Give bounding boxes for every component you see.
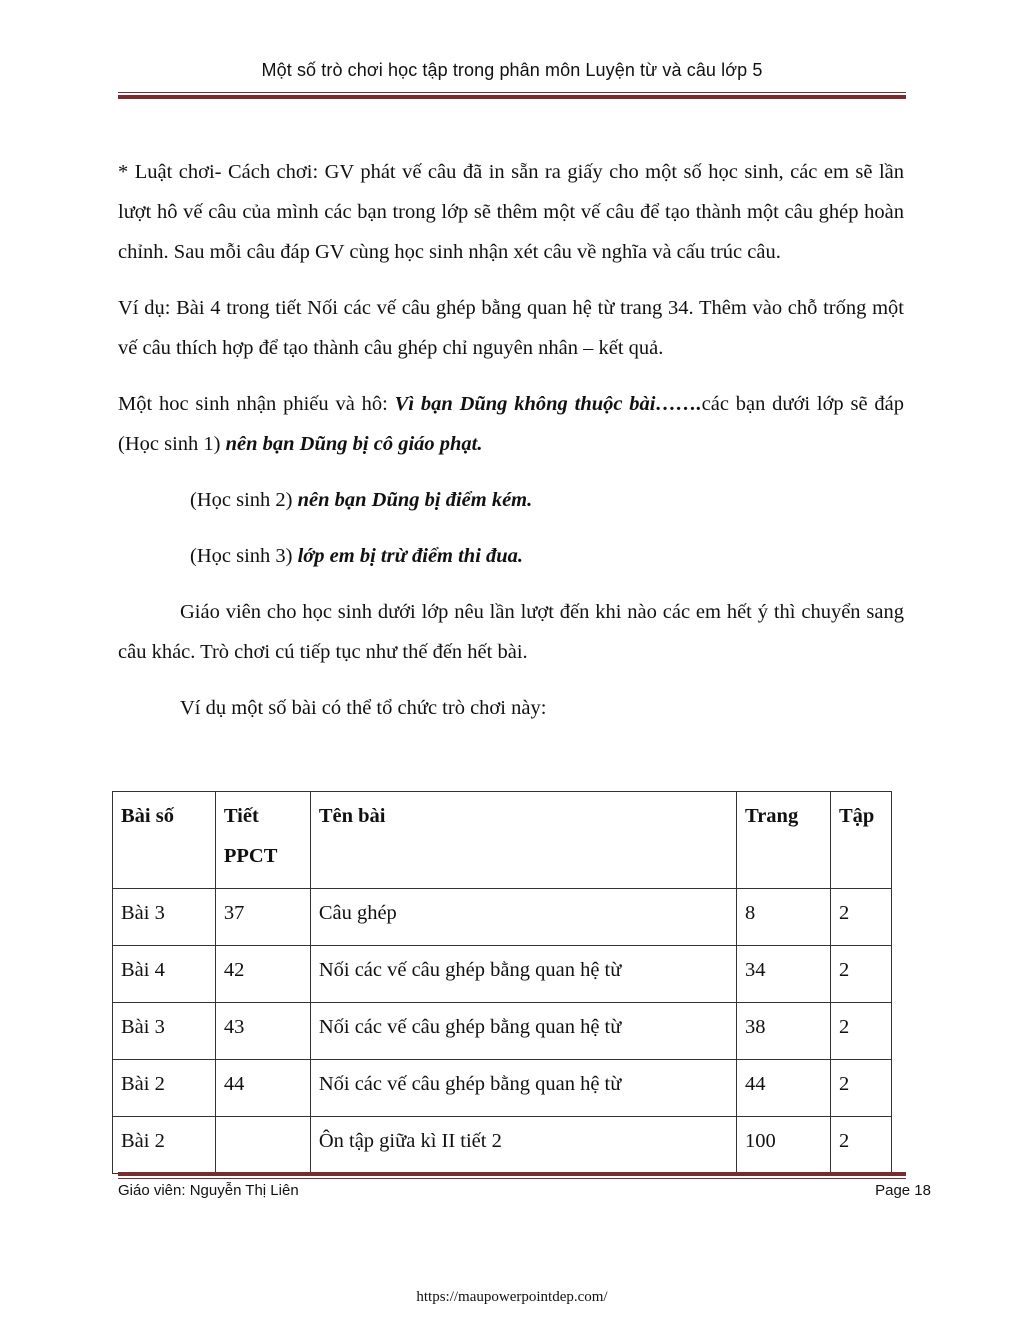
table-cell: 37 [215, 889, 310, 946]
table-cell: 100 [737, 1117, 831, 1174]
footer-page-number: Page 18 [875, 1182, 931, 1199]
page-header-title: Một số trò chơi học tập trong phân môn Luyện từ và câu lớp 5 [261, 60, 763, 80]
paragraph-student-3 [118, 536, 904, 576]
source-url[interactable]: https://maupowerpointdep.com/ [416, 1289, 608, 1305]
table-cell: Nối các vế câu ghép bằng quan hệ từ [310, 1003, 736, 1060]
emphasis-run: nên bạn Dũng bị điểm kém. [297, 489, 533, 511]
table-cell: 34 [737, 946, 831, 1003]
table-row [113, 946, 892, 1003]
paragraph-student-2 [118, 480, 904, 520]
emphasis-run: Vì bạn Dũng không thuộc bài……. [394, 393, 702, 415]
table-row [113, 1003, 892, 1060]
table-cell: Ôn tập giữa kì II tiết 2 [310, 1117, 736, 1174]
table-cell: Nối các vế câu ghép bằng quan hệ từ [310, 946, 736, 1003]
table-cell: Câu ghép [310, 889, 736, 946]
table-cell: 8 [737, 889, 831, 946]
paragraph-teacher: Giáo viên cho học sinh dưới lớp nêu lần lượt đến khi nào các em hết ý thì chuyển sang câu khác. Trò chơi cú tiếp tục như thế đến hết bài. [118, 601, 904, 663]
emphasis-run: nên bạn Dũng bị cô giáo phạt. [225, 433, 483, 455]
paragraph-student-call [118, 384, 904, 464]
table-cell: 2 [830, 1003, 891, 1060]
text-run: các bạn dưới lớp sẽ đáp (Học sinh 1) [118, 393, 904, 455]
table-cell: Bài 3 [113, 1003, 216, 1060]
header-rule-thick [118, 95, 906, 99]
table-cell: Bài 4 [113, 946, 216, 1003]
text-run: Một hoc sinh nhận phiếu và hô: [118, 393, 395, 415]
column-header-period: Tiết PPCT [215, 792, 310, 889]
table-cell: Bài 2 [113, 1117, 216, 1174]
header-rule-thin [118, 92, 906, 93]
paragraph-examples-intro: Ví dụ một số bài có thể tổ chức trò chơi này: [180, 697, 547, 719]
table-cell: 2 [830, 889, 891, 946]
column-header-page: Trang [737, 792, 831, 889]
table-row [113, 1060, 892, 1117]
table-cell: 44 [215, 1060, 310, 1117]
table-cell: 44 [737, 1060, 831, 1117]
table-cell: 2 [830, 946, 891, 1003]
paragraph-rules: * Luật chơi- Cách chơi: GV phát vế câu đã in sẵn ra giấy cho một số học sinh, các em sẽ lần lượt hô vế câu của mình các bạn trong lớp sẽ thêm một vế câu để tạo thành một câu ghép hoàn chỉnh. Sau mỗi câu đáp GV cùng học sinh nhận xét câu về nghĩa và cấu trúc câu. [118, 161, 904, 263]
table-cell: Bài 3 [113, 889, 216, 946]
table-cell: 2 [830, 1117, 891, 1174]
table-cell [215, 1117, 310, 1174]
footer-rule-thick [118, 1172, 906, 1176]
document-body [118, 152, 904, 728]
column-header-lesson: Bài số [113, 792, 216, 889]
column-header-title: Tên bài [310, 792, 736, 889]
footer-teacher: Giáo viên: Nguyễn Thị Liên [118, 1182, 299, 1199]
text-run: (Học sinh 3) [190, 545, 298, 567]
table-cell: 38 [737, 1003, 831, 1060]
table-cell: 42 [215, 946, 310, 1003]
table-header-row [113, 792, 892, 889]
table-row [113, 1117, 892, 1174]
emphasis-run: lớp em bị trừ điểm thi đua. [297, 545, 524, 567]
table-cell: 2 [830, 1060, 891, 1117]
table-cell: Bài 2 [113, 1060, 216, 1117]
paragraph-example: Ví dụ: Bài 4 trong tiết Nối các vế câu ghép bằng quan hệ từ trang 34. Thêm vào chỗ trống một vế câu thích hợp để tạo thành câu ghép chỉ nguyên nhân – kết quả. [118, 297, 904, 359]
column-header-volume: Tập [830, 792, 891, 889]
table-row [113, 889, 892, 946]
lesson-table [112, 791, 892, 1174]
footer-rule-thin [118, 1178, 906, 1179]
table-cell: 43 [215, 1003, 310, 1060]
table-cell: Nối các vế câu ghép bằng quan hệ từ [310, 1060, 736, 1117]
text-run: (Học sinh 2) [190, 489, 298, 511]
